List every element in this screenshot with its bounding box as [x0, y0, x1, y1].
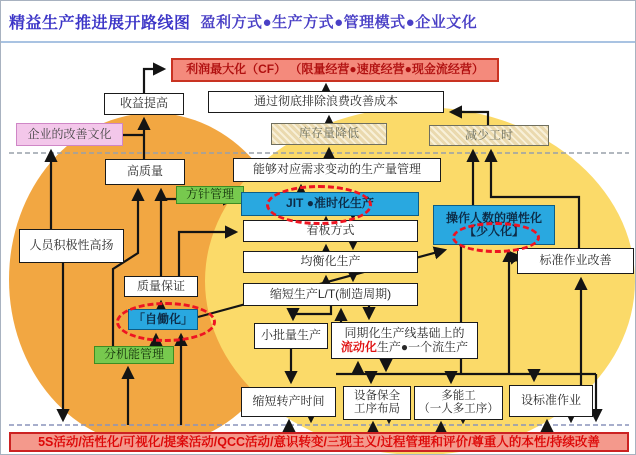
node-kaizen-culture: 企业的改善文化	[16, 123, 123, 146]
node-profit-max: 利润最大化（CF） （限量经营●速度经营●现金流经营）	[171, 58, 499, 82]
node-demand-mgmt: 能够对应需求变动的生产量管理	[233, 158, 441, 182]
node-multiskill: 多能工 （一人多工序）	[414, 386, 503, 420]
node-income-up: 收益提高	[104, 93, 184, 115]
page-subtitle: 盈利方式●生产方式●管理模式●企业文化	[200, 13, 478, 31]
node-jit: JIT ●准时化生产	[241, 192, 419, 216]
node-set-std-work: 设标准作业	[509, 385, 593, 417]
emphasis-oval-jit	[266, 185, 372, 225]
node-cost-improve: 通过彻底排除浪费改善成本	[208, 91, 444, 113]
node-functional-mgmt: 分机能管理	[94, 346, 174, 364]
node-high-quality: 高质量	[105, 159, 185, 185]
node-policy-mgmt: 方针管理	[176, 186, 244, 204]
node-quality-assurance: 质量保证	[124, 276, 198, 297]
node-kanban: 看板方式	[243, 220, 418, 242]
emphasis-oval-shoninka	[452, 222, 540, 253]
node-jidoka: 「自働化」	[128, 309, 198, 330]
emphasis-oval-jidoka	[116, 302, 216, 342]
node-small-lot: 小批量生产	[254, 323, 328, 349]
node-leadtime: 缩短生产L/T(制造周期)	[243, 283, 418, 306]
foundation-bar: 5S活动/活性化/可视化/提案活动/QCC活动/意识转变/三现主义/过程管理和评价/尊重人的本性/持续改善	[9, 432, 629, 452]
page-title: 精益生产推进展开路线图	[9, 14, 191, 32]
node-morale: 人员积极性高扬	[19, 229, 124, 263]
node-inventory-down: 库存量降低	[271, 123, 387, 145]
node-equipment-layout: 设备保全 工序布局	[343, 386, 411, 420]
node-flexible-staffing: 操作人数的弹性化 【少人化】	[433, 205, 555, 245]
node-manhour-down: 减少工时	[429, 125, 549, 146]
node-heijunka: 均衡化生产	[243, 251, 418, 273]
node-std-work-improve: 标准作业改善	[517, 248, 634, 274]
node-sync-line: 同期化生产线基础上的 流动化生产●一个流生产	[331, 322, 478, 359]
node-changeover: 缩短转产时间	[241, 387, 336, 417]
